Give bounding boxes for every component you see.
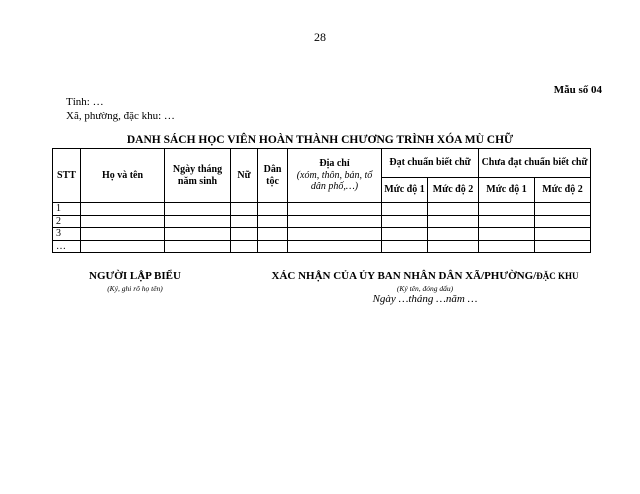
- preparer-note: (Ký, ghi rõ họ tên): [107, 284, 163, 293]
- page-number: 28: [314, 30, 326, 44]
- cell: [258, 240, 288, 253]
- cell: [288, 240, 382, 253]
- cell: [231, 240, 258, 253]
- table-row: [53, 228, 591, 241]
- cell: [428, 215, 479, 228]
- cell: [479, 215, 535, 228]
- cell: [535, 228, 591, 241]
- row-number: 2: [53, 215, 81, 228]
- cell: [382, 215, 428, 228]
- form-code: Mẫu số 04: [553, 84, 602, 96]
- cell: [382, 240, 428, 253]
- header-not-achieved-level-1: Mức độ 1: [479, 178, 535, 203]
- header-address-note: (xóm, thôn, bản, tổ dân phố,…): [296, 169, 373, 193]
- header-ethnicity: Dân tộc: [258, 149, 288, 203]
- student-roster-table: [52, 148, 591, 253]
- row-number: …: [53, 240, 81, 253]
- cell: [535, 240, 591, 253]
- cell: [81, 240, 165, 253]
- table-row: [53, 203, 591, 216]
- cell: [535, 203, 591, 216]
- cell: [165, 228, 231, 241]
- signature-date: Ngày …tháng …năm …: [372, 293, 478, 305]
- cell: [81, 203, 165, 216]
- cell: [231, 228, 258, 241]
- cell: [479, 240, 535, 253]
- header-achieved-level-2: Mức độ 2: [428, 178, 479, 203]
- header-female: Nữ: [231, 149, 258, 203]
- header-achieved-level-1: Mức độ 1: [382, 178, 428, 203]
- header-address: [288, 149, 382, 203]
- cell: [231, 215, 258, 228]
- cell: [382, 228, 428, 241]
- cell: [165, 215, 231, 228]
- table-row: [53, 215, 591, 228]
- table-row: [53, 240, 591, 253]
- cell: [165, 240, 231, 253]
- cell: [81, 228, 165, 241]
- cell: [258, 215, 288, 228]
- table-header-row: [53, 149, 591, 178]
- cell: [479, 203, 535, 216]
- cell: [165, 203, 231, 216]
- committee-title-main: XÁC NHẬN CỦA ỦY BAN NHÂN DÂN XÃ/PHƯỜNG/: [271, 270, 537, 282]
- committee-confirmation-title: [250, 270, 600, 282]
- header-not-achieved-level-2: Mức độ 2: [535, 178, 591, 203]
- row-number: 1: [53, 203, 81, 216]
- preparer-title: NGƯỜI LẬP BIỂU: [89, 270, 181, 282]
- header-not-achieved-literacy: Chưa đạt chuẩn biết chữ: [479, 149, 591, 178]
- cell: [231, 203, 258, 216]
- cell: [81, 215, 165, 228]
- header-full-name: Họ và tên: [81, 149, 165, 203]
- row-number: 3: [53, 228, 81, 241]
- cell: [288, 228, 382, 241]
- cell: [428, 228, 479, 241]
- cell: [382, 203, 428, 216]
- cell: [535, 215, 591, 228]
- cell: [479, 228, 535, 241]
- committee-title-special-zone: ĐẶC KHU: [536, 271, 579, 281]
- cell: [288, 215, 382, 228]
- cell: [258, 228, 288, 241]
- header-achieved-literacy: Đạt chuẩn biết chữ: [382, 149, 479, 178]
- committee-note: (Ký tên, đóng dấu): [396, 284, 454, 293]
- cell: [428, 203, 479, 216]
- province-line: Tỉnh: …: [66, 96, 104, 108]
- header-stt: STT: [53, 149, 81, 203]
- commune-line: Xã, phường, đặc khu: …: [66, 110, 175, 122]
- header-date-of-birth: Ngày tháng năm sinh: [165, 149, 231, 203]
- cell: [288, 203, 382, 216]
- header-address-label: Địa chỉ: [319, 158, 350, 170]
- cell: [258, 203, 288, 216]
- document-title: DANH SÁCH HỌC VIÊN HOÀN THÀNH CHƯƠNG TRÌNH XÓA MÙ CHỮ: [126, 134, 514, 146]
- cell: [428, 240, 479, 253]
